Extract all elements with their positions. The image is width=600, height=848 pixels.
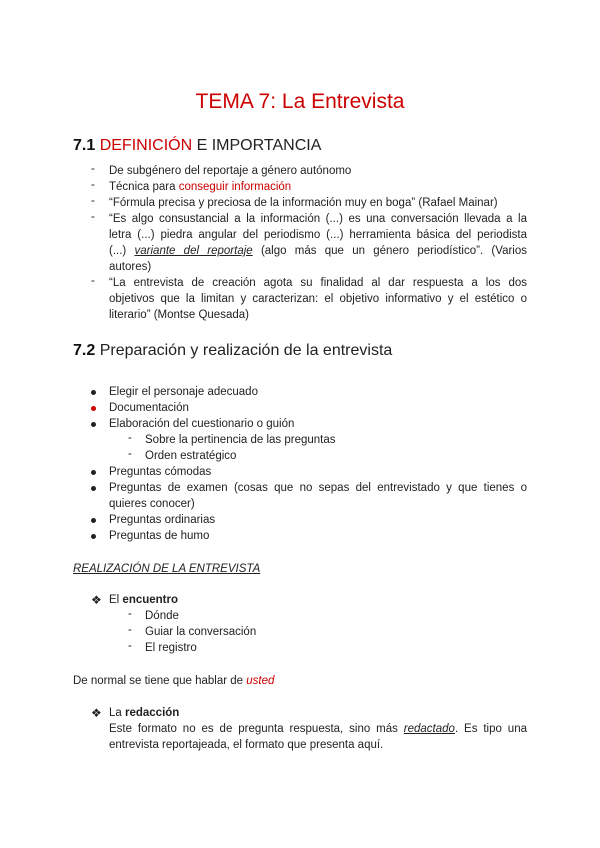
bullet-icon [91, 390, 96, 395]
sub-list-item: Sobre la pertinencia de las preguntas [145, 434, 336, 446]
paragraph-text: Este formato no es de pregunta respuesta, sino más [109, 723, 404, 735]
quote-line: objetivos que la limitan y caracterizan: el objetivo informativo y el estético o [109, 293, 527, 305]
quote-text: (algo más que un género periodístico”. (Varios [252, 245, 527, 257]
diamond-bullet-icon: ❖ [91, 706, 102, 720]
dash-icon: - [128, 640, 132, 652]
dash-icon: - [91, 179, 95, 191]
dash-icon: - [128, 624, 132, 636]
section-title-red: DEFINICIÓN [99, 137, 193, 154]
dash-icon: - [128, 448, 132, 460]
definition-item [109, 211, 527, 275]
realizacion-heading: REALIZACIÓN DE LA ENTREVISTA [73, 563, 261, 575]
bullet-icon [91, 470, 96, 475]
paragraph [73, 673, 274, 689]
list-item: Preguntas de humo [109, 530, 210, 542]
list-item: Elegir el personaje adecuado [109, 386, 258, 398]
dash-icon: - [128, 608, 132, 620]
paragraph-text: De normal se tiene que hablar de [73, 675, 247, 687]
dash-icon: - [91, 195, 95, 207]
quote-line: “Es algo consustancial a la información (...) es una conversación llevada a la [109, 213, 527, 225]
item-text: El [109, 594, 123, 606]
section-7-2-heading [73, 342, 392, 360]
list-line: Preguntas de examen (cosas que no sepas del entrevistado y que tienes o [109, 482, 527, 494]
item-text: Técnica para [109, 181, 179, 193]
dash-icon: - [128, 432, 132, 444]
definition-item [109, 275, 527, 323]
definition-item: De subgénero del reportaje a género autónomo [109, 165, 352, 177]
paragraph-text: . Es tipo una [454, 723, 527, 735]
sub-list-item: Dónde [145, 610, 179, 622]
bullet-icon [91, 406, 96, 411]
quote-line: “La entrevista de creación agota su finalidad al dar respuesta a los dos [109, 277, 527, 289]
list-item [109, 592, 178, 608]
bullet-icon [91, 486, 96, 491]
paragraph-underlined: redactado [403, 723, 455, 735]
dash-icon: - [91, 163, 95, 175]
page-title: TEMA 7: La Entrevista [195, 90, 405, 113]
item-bold: encuentro [122, 594, 179, 606]
section-number: 7.2 [73, 342, 96, 359]
list-item [109, 480, 527, 512]
paragraph-line [109, 721, 527, 737]
list-item [109, 705, 179, 721]
list-item: Documentación [109, 402, 189, 414]
sub-list-item: Guiar la conversación [145, 626, 257, 638]
quote-underlined: variante del reportaje [134, 245, 253, 257]
list-item: Elaboración del cuestionario o guión [109, 418, 295, 430]
bullet-icon [91, 422, 96, 427]
definition-item [109, 179, 291, 195]
list-item: Preguntas cómodas [109, 466, 212, 478]
quote-text: (...) [109, 245, 135, 257]
section-title: Preparación y realización de la entrevista [95, 342, 393, 359]
section-number: 7.1 [73, 137, 96, 154]
paragraph [109, 721, 527, 753]
paragraph-red: usted [246, 675, 275, 687]
item-text: La [109, 707, 125, 719]
quote-line: literario” (Montse Quesada) [109, 309, 249, 321]
section-7-1-heading [73, 137, 321, 155]
quote-line: autores) [109, 261, 152, 273]
dash-icon: - [91, 211, 95, 223]
diamond-bullet-icon: ❖ [91, 593, 102, 607]
item-text-red: conseguir información [178, 181, 292, 193]
bullet-icon [91, 534, 96, 539]
list-line: quieres conocer) [109, 498, 195, 510]
list-item: Preguntas ordinarias [109, 514, 216, 526]
definition-item: “Fórmula precisa y preciosa de la información muy en boga” (Rafael Mainar) [109, 197, 498, 209]
sub-list-item: El registro [145, 642, 197, 654]
bullet-icon [91, 518, 96, 523]
quote-line [109, 243, 527, 259]
quote-line: letra (...) piedra angular del periodismo (...) herramienta básica del periodista [109, 229, 527, 241]
sub-list-item: Orden estratégico [145, 450, 237, 462]
item-bold: redacción [125, 707, 180, 719]
dash-icon: - [91, 275, 95, 287]
section-title-rest: E IMPORTANCIA [192, 137, 322, 154]
paragraph-line: entrevista reportajeada, el formato que presenta aquí. [109, 739, 384, 751]
